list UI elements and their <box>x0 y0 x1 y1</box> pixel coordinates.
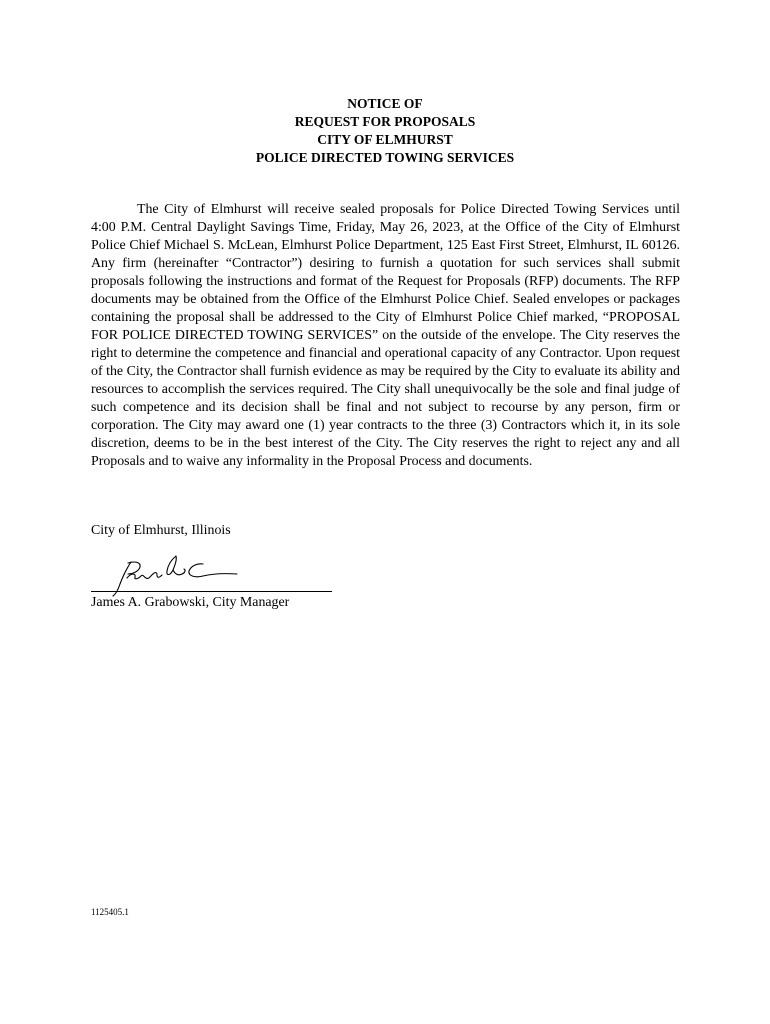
heading-line-4: POLICE DIRECTED TOWING SERVICES <box>255 150 515 165</box>
notice-heading <box>0 95 770 167</box>
heading-line-1: NOTICE OF <box>347 96 423 111</box>
heading-line-2: REQUEST FOR PROPOSALS <box>294 114 476 129</box>
signer-name-title: James A. Grabowski, City Manager <box>91 595 290 610</box>
closing-city: City of Elmhurst, Illinois <box>91 523 231 538</box>
heading-line-3: CITY OF ELMHURST <box>317 132 453 147</box>
notice-body-paragraph: The City of Elmhurst will receive sealed proposals for Police Directed Towing Services until 4:00 P.M. Central Daylight Savings Time, Friday, May 26, 2023, at the Office of the City of Elmhurst Police Chief Michael S. McLean, Elmhurst Police Department, 125 East First Street, Elmhurst, IL 60126. Any firm (hereinafter “Contractor”) desiring to furnish a quotation for such services shall submit proposals following the instructions and format of the Request for Proposals (RFP) documents. The RFP documents may be obtained from the Office of the Elmhurst Police Chief. Sealed envelopes or packages containing the proposal shall be addressed to the City of Elmhurst Police Chief marked, “PROPOSAL FOR POLICE DIRECTED TOWING SERVICES” on the outside of the envelope. The City reserves the right to determine the competence and financial and operational capacity of any Contractor. Upon request of the City, the Contractor shall furnish evidence as may be required by the City to evaluate its ability and resources to accomplish the services required. The City shall unequivocally be the sole and final judge of such competence and its decision shall be final and not subject to recourse by any person, firm or corporation. The City may award one (1) year contracts to the three (3) Contractors which it, in its sole discretion, deems to be in the best interest of the City. The City reserves the right to reject any and all Proposals and to waive any informality in the Proposal Process and documents. <box>91 202 680 469</box>
document-id: 1125405.1 <box>91 907 129 917</box>
signature-line <box>91 591 332 592</box>
